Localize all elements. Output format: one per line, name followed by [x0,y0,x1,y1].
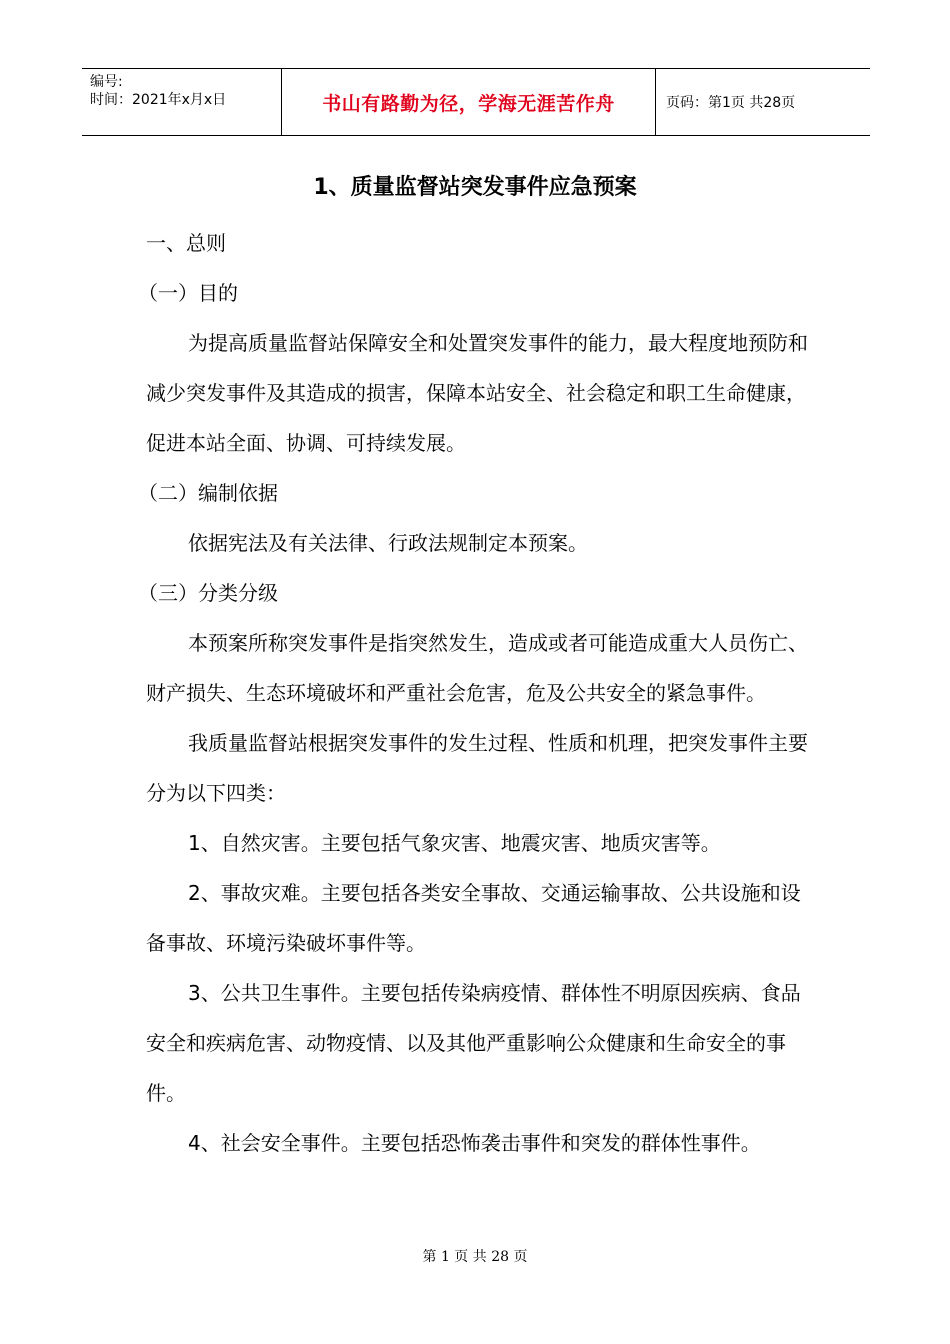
number-label: 编号: [90,74,123,90]
document-body [138,218,814,1168]
header-page-info: 页码：第1页 共28页 [666,95,796,111]
body-paragraph: 依据宪法及有关法律、行政法规制定本预案。 [188,531,588,555]
section-heading: 一、总则 [146,231,226,255]
header-meta [82,69,282,135]
body-paragraph: 本预案所称突发事件是指突然发生，造成或者可能造成重大人员伤亡、财产损失、生态环境破坏和严重社会危害，危及公共安全的紧急事件。 [146,631,808,705]
list-item: 3、公共卫生事件。主要包括传染病疫情、群体性不明原因疾病、食品安全和疾病危害、动物疫情、以及其他严重影响公众健康和生命安全的事件。 [146,981,801,1105]
subsection-heading: （三）分类分级 [138,581,278,605]
page-header [82,68,870,136]
header-motto: 书山有路勤为径，学海无涯苦作舟 [282,69,656,135]
subsection-heading: （二）编制依据 [138,481,278,505]
body-paragraph: 我质量监督站根据突发事件的发生过程、性质和机理，把突发事件主要分为以下四类： [146,731,808,805]
body-paragraph: 为提高质量监督站保障安全和处置突发事件的能力，最大程度地预防和减少突发事件及其造成的损害，保障本站安全、社会稳定和职工生命健康，促进本站全面、协调、可持续发展。 [146,331,808,455]
list-item: 1、自然灾害。主要包括气象灾害、地震灾害、地质灾害等。 [188,831,721,855]
subsection-heading: （一）目的 [138,281,238,305]
page-footer: 第 1 页 共 28 页 [422,1249,528,1265]
time-label: 时间：2021年x月x日 [90,92,227,108]
list-item: 2、事故灾难。主要包括各类安全事故、交通运输事故、公共设施和设备事故、环境污染破坏事件等。 [146,881,801,955]
list-item: 4、社会安全事件。主要包括恐怖袭击事件和突发的群体性事件。 [188,1131,761,1155]
document-title: 1、质量监督站突发事件应急预案 [313,175,637,200]
